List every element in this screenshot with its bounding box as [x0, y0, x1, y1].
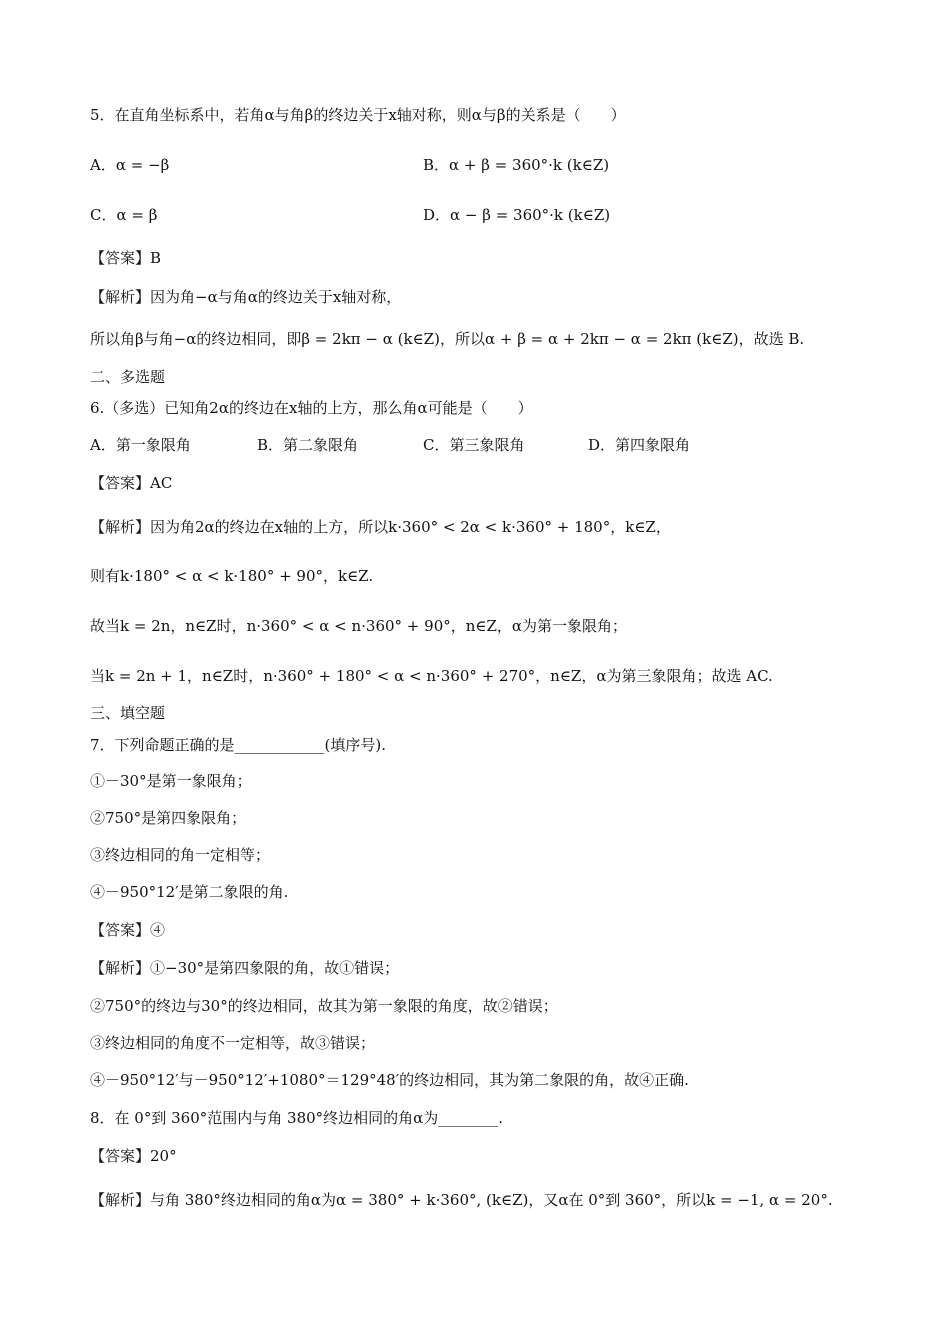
q5-option-d: D．α − β = 360°·k (k∈Z) [423, 206, 611, 224]
q6-option-b: B．第二象限角 [257, 436, 359, 454]
q6-answer: 【答案】AC [90, 474, 173, 492]
q5-analysis-line-1: 【解析】因为角−α与角α的终边关于x轴对称， [90, 288, 402, 306]
section-heading-fill-blank: 三、填空题 [90, 704, 166, 722]
q7-stem: 7．下列命题正确的是____________(填序号). [90, 736, 387, 754]
q5-option-c: C．α = β [90, 206, 158, 224]
q7-item-1: ①－30°是第一象限角； [90, 772, 252, 790]
q7-analysis-line-2: ②750°的终边与30°的终边相同，故其为第一象限的角度，故②错误； [90, 997, 558, 1015]
q6-analysis-line-4: 当k = 2n + 1，n∈Z时，n·360° + 180° < α < n·360° + 270°，n∈Z，α为第三象限角；故选 AC. [90, 667, 773, 685]
q7-analysis-line-1: 【解析】①−30°是第四象限的角，故①错误； [90, 959, 400, 977]
q6-analysis-line-3: 故当k = 2n，n∈Z时，n·360° < α < n·360° + 90°，n∈Z，α为第一象限角； [90, 617, 628, 635]
q8-stem: 8．在 0°到 360°范围内与角 380°终边相同的角α为________. [90, 1109, 504, 1127]
q8-analysis: 【解析】与角 380°终边相同的角α为α = 380° + k·360°, (k∈Z)，又α在 0°到 360°，所以k = −1, α = 20°. [90, 1191, 833, 1209]
section-heading-multi-choice: 二、多选题 [90, 368, 166, 386]
q8-answer: 【答案】20° [90, 1147, 177, 1165]
q6-analysis-line-1: 【解析】因为角2α的终边在x轴的上方，所以k·360° < 2α < k·360° + 180°，k∈Z， [90, 518, 671, 536]
q5-stem: 5．在直角坐标系中，若角α与角β的终边关于x轴对称，则α与β的关系是（ ） [90, 106, 626, 124]
q7-analysis-line-4: ④－950°12′与－950°12′+1080°＝129°48′的终边相同，其为第二象限的角，故④正确. [90, 1071, 689, 1089]
q5-analysis-line-2: 所以角β与角−α的终边相同，即β = 2kπ − α (k∈Z)，所以α + β = α + 2kπ − α = 2kπ (k∈Z)，故选 B. [90, 330, 805, 348]
q6-option-d: D．第四象限角 [588, 436, 691, 454]
q5-option-b: B．α + β = 360°·k (k∈Z) [423, 156, 610, 174]
q6-stem: 6.（多选）已知角2α的终边在x轴的上方，那么角α可能是（ ） [90, 399, 533, 417]
q6-option-c: C．第三象限角 [423, 436, 525, 454]
q6-option-a: A．第一象限角 [90, 436, 191, 454]
q7-item-2: ②750°是第四象限角； [90, 809, 247, 827]
q5-answer: 【答案】B [90, 249, 162, 267]
q7-answer: 【答案】④ [90, 921, 166, 939]
q5-option-a: A．α = −β [90, 156, 170, 174]
q7-item-4: ④－950°12′是第二象限的角. [90, 883, 289, 901]
q7-analysis-line-3: ③终边相同的角度不一定相等，故③错误； [90, 1034, 376, 1052]
q7-item-3: ③终边相同的角一定相等； [90, 846, 271, 864]
q6-analysis-line-2: 则有k·180° < α < k·180° + 90°，k∈Z. [90, 567, 374, 585]
